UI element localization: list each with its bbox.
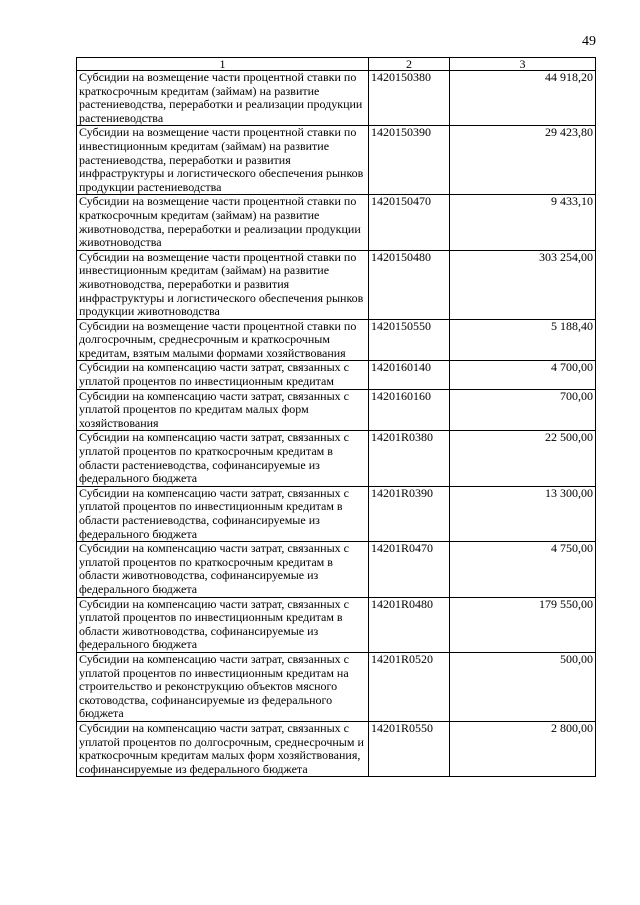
row-code: 14201R0390 (369, 486, 450, 541)
row-amount: 303 254,00 (450, 250, 596, 319)
table-row (77, 597, 596, 652)
row-amount: 179 550,00 (450, 597, 596, 652)
table-row (77, 195, 596, 250)
table-header-row (77, 58, 596, 71)
budget-table (76, 57, 596, 777)
row-amount: 4 750,00 (450, 542, 596, 597)
row-description: Субсидии на компенсацию части затрат, связанных с уплатой процентов по инвестиционным кредитам (77, 361, 369, 389)
table-row (77, 126, 596, 195)
row-amount: 29 423,80 (450, 126, 596, 195)
table-row (77, 361, 596, 389)
row-description: Субсидии на возмещение части процентной ставки по краткосрочным кредитам (займам) на развитие животноводства, переработки и реализации продукции животноводства (77, 195, 369, 250)
column-header-2: 2 (369, 58, 450, 71)
row-code: 1420150550 (369, 319, 450, 361)
table-row (77, 389, 596, 431)
row-code: 1420160160 (369, 389, 450, 431)
row-amount: 700,00 (450, 389, 596, 431)
row-code: 1420160140 (369, 361, 450, 389)
row-description: Субсидии на компенсацию части затрат, связанных с уплатой процентов по инвестиционным кредитам в области растениеводства, софинансируемые из федерального бюджета (77, 486, 369, 541)
row-description: Субсидии на компенсацию части затрат, связанных с уплатой процентов по инвестиционным кредитам на строительство и реконструкцию объектов мясного скотоводства, софинансируемые из федерального бюджета (77, 652, 369, 721)
row-amount: 9 433,10 (450, 195, 596, 250)
row-code: 14201R0520 (369, 652, 450, 721)
row-amount: 500,00 (450, 652, 596, 721)
table-row (77, 71, 596, 126)
row-code: 1420150380 (369, 71, 450, 126)
row-description: Субсидии на возмещение части процентной ставки по инвестиционным кредитам (займам) на развитие животноводства, переработки и развития инфраструктуры и логистического обеспечения рынков продукции животноводства (77, 250, 369, 319)
row-amount: 22 500,00 (450, 431, 596, 486)
row-code: 1420150480 (369, 250, 450, 319)
page-number: 49 (582, 34, 596, 49)
table-row (77, 250, 596, 319)
table-row (77, 542, 596, 597)
row-amount: 2 800,00 (450, 721, 596, 776)
table-row (77, 431, 596, 486)
row-code: 14201R0550 (369, 721, 450, 776)
column-header-1: 1 (77, 58, 369, 71)
row-amount: 4 700,00 (450, 361, 596, 389)
table-row (77, 486, 596, 541)
row-description: Субсидии на возмещение части процентной ставки по долгосрочным, среднесрочным и краткосрочным кредитам, взятым малыми формами хозяйствования (77, 319, 369, 361)
table-row (77, 721, 596, 776)
row-description: Субсидии на компенсацию части затрат, связанных с уплатой процентов по кредитам малых форм хозяйствования (77, 389, 369, 431)
row-amount: 44 918,20 (450, 71, 596, 126)
column-header-3: 3 (450, 58, 596, 71)
table-row (77, 652, 596, 721)
row-description: Субсидии на возмещение части процентной ставки по инвестиционным кредитам (займам) на развитие растениеводства, переработки и развития инфраструктуры и логистического обеспечения рынков продукции растениеводства (77, 126, 369, 195)
row-description: Субсидии на компенсацию части затрат, связанных с уплатой процентов по краткосрочным кредитам в области растениеводства, софинансируемые из федерального бюджета (77, 431, 369, 486)
row-description: Субсидии на компенсацию части затрат, связанных с уплатой процентов по долгосрочным, среднесрочным и краткосрочным кредитам малых форм хозяйствования, софинансируемые из федерального бюджета (77, 721, 369, 776)
row-code: 14201R0480 (369, 597, 450, 652)
row-code: 14201R0470 (369, 542, 450, 597)
row-code: 14201R0380 (369, 431, 450, 486)
row-description: Субсидии на компенсацию части затрат, связанных с уплатой процентов по инвестиционным кредитам в области животноводства, софинансируемые из федерального бюджета (77, 597, 369, 652)
row-code: 1420150390 (369, 126, 450, 195)
row-code: 1420150470 (369, 195, 450, 250)
table-row (77, 319, 596, 361)
row-amount: 13 300,00 (450, 486, 596, 541)
row-amount: 5 188,40 (450, 319, 596, 361)
row-description: Субсидии на возмещение части процентной ставки по краткосрочным кредитам (займам) на развитие растениеводства, переработки и реализации продукции растениеводства (77, 71, 369, 126)
row-description: Субсидии на компенсацию части затрат, связанных с уплатой процентов по краткосрочным кредитам в области животноводства, софинансируемые из федерального бюджета (77, 542, 369, 597)
